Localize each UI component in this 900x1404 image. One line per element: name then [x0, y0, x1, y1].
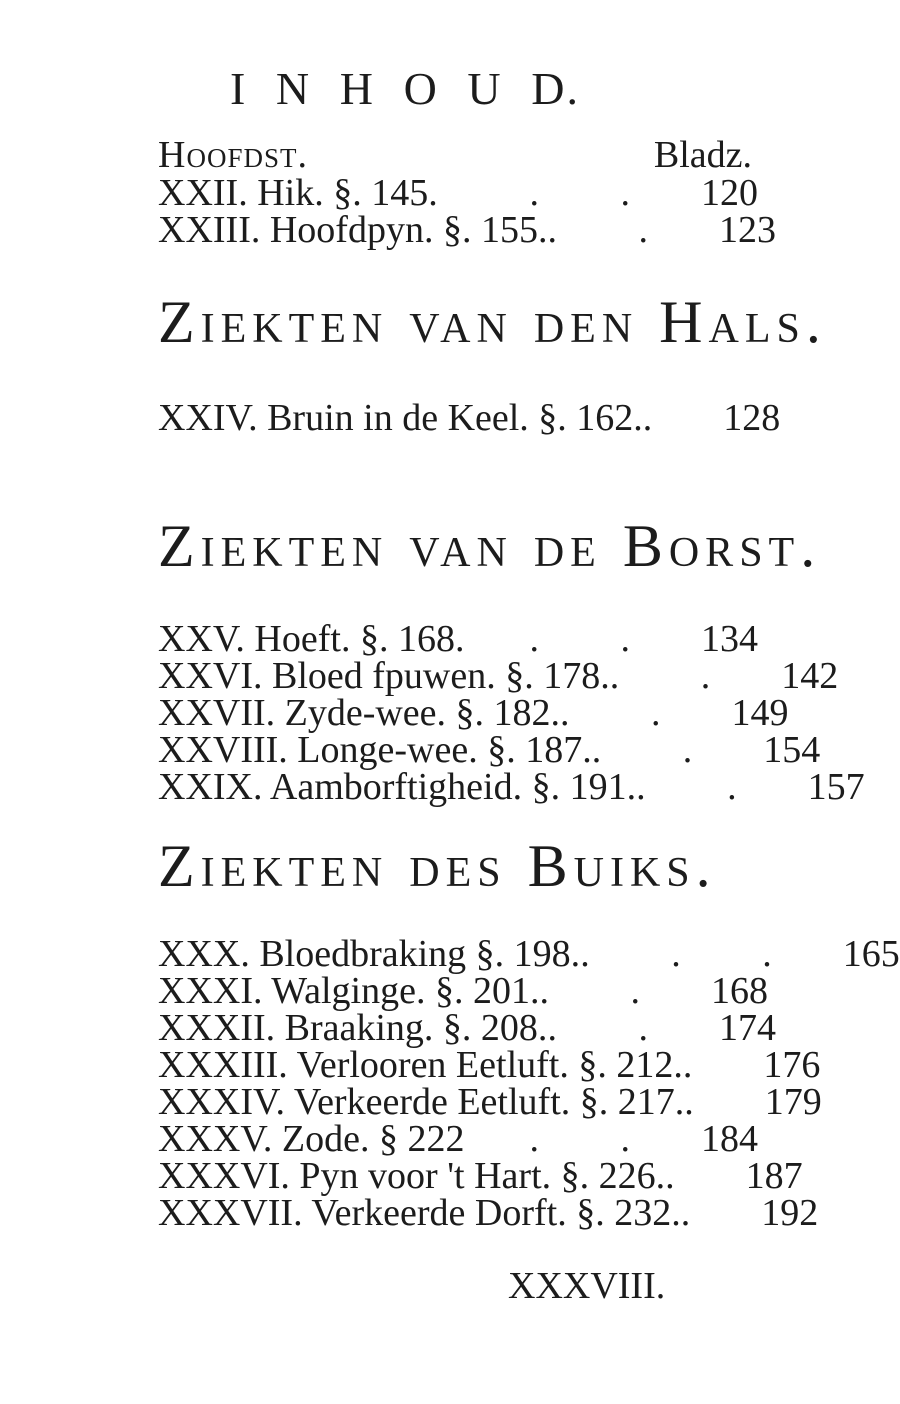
entry-page-number: 154: [763, 729, 821, 771]
entry-title: XXIV. Bruin in de Keel. §. 162.: [158, 397, 643, 439]
toc-entry: [158, 1007, 776, 1049]
chapter-column-label: Hoofdst.: [158, 134, 308, 176]
toc-entry: [158, 1192, 819, 1234]
entry-leader-dots: . .: [591, 729, 729, 771]
toc-entry: [158, 692, 789, 734]
toc-entry: [158, 729, 821, 771]
toc-entry: [158, 1118, 758, 1160]
entry-page-number: 192: [761, 1192, 819, 1234]
catchword: XXXVIII.: [508, 1265, 666, 1307]
page-column-label: Bladz.: [653, 134, 752, 176]
entry-title: XXII. Hik. §. 145.: [158, 172, 438, 214]
entry-leader-dots: . .: [529, 172, 666, 214]
toc-entry: [158, 618, 758, 660]
entry-title: XXXVII. Verkeerde Dorft. §. 232.: [158, 1192, 681, 1234]
entry-title: XXVIII. Longe-wee. §. 187.: [158, 729, 592, 771]
entry-title: XXXII. Braaking. §. 208.: [158, 1007, 548, 1049]
entry-page-number: 174: [718, 1007, 776, 1049]
toc-entry: [158, 172, 758, 214]
entry-page-number: 165: [842, 933, 900, 975]
entry-leader-dots: . .: [560, 692, 697, 734]
entry-title: XXVI. Bloed fpuwen. §. 178.: [158, 655, 610, 697]
entry-title: XXIII. Hoofdpyn. §. 155.: [158, 209, 548, 251]
entry-page-number: 168: [710, 970, 768, 1012]
entry-title: XXX. Bloedbraking §. 198.: [158, 933, 581, 975]
toc-entries-continued: [158, 172, 776, 251]
entry-title: XXXI. Walginge. §. 201.: [158, 970, 540, 1012]
running-head-letter: I: [230, 63, 248, 114]
toc-entries-buiks: [158, 933, 900, 1234]
running-head-letter: N: [275, 63, 312, 114]
toc-entries-borst: [158, 618, 865, 808]
entry-page-number: 157: [807, 766, 865, 808]
toc-entry: [158, 1081, 822, 1123]
toc-entry: [158, 970, 768, 1012]
entry-leader-dots: . .: [529, 618, 666, 660]
running-head-letter: O: [403, 63, 439, 114]
toc-entry: [158, 1044, 821, 1086]
section-heading-hals: Ziekten van den Hals.: [158, 289, 827, 355]
entry-leader-dots: .: [680, 1192, 727, 1234]
entry-leader-dots: . .: [547, 1007, 684, 1049]
entry-page-number: 134: [701, 618, 758, 660]
entry-title: XXXIII. Verlooren Eetluft. §. 212.: [158, 1044, 683, 1086]
entry-title: XXIX. Aamborftigheid. §. 191.: [158, 766, 637, 808]
entry-leader-dots: . .: [539, 970, 676, 1012]
entry-title: XXV. Hoeft. §. 168.: [158, 618, 465, 660]
toc-entry: [158, 1155, 803, 1197]
running-head-letter: D.: [531, 63, 580, 114]
entry-leader-dots: . . .: [580, 933, 808, 975]
entry-page-number: 187: [745, 1155, 803, 1197]
toc-entry: [158, 766, 865, 808]
entry-leader-dots: .: [684, 1081, 730, 1123]
entry-title: XXVII. Zyde-wee. §. 182.: [158, 692, 561, 734]
entry-leader-dots: .: [642, 397, 689, 439]
running-head-letter: H: [339, 63, 375, 114]
entry-leader-dots: . .: [609, 655, 747, 697]
entry-leader-dots: . .: [529, 1118, 666, 1160]
running-head: [230, 62, 580, 115]
entry-page-number: 120: [701, 172, 758, 214]
entry-title: XXXVI. Pyn voor 't Hart. §. 226.: [158, 1155, 666, 1197]
toc-entry: [158, 933, 900, 975]
entry-page-number: 179: [764, 1081, 822, 1123]
section-heading-borst: Ziekten van de Borst.: [158, 513, 822, 579]
entry-leader-dots: . .: [636, 766, 773, 808]
section-heading-buiks: Ziekten des Buiks.: [158, 833, 717, 899]
toc-entry: [158, 397, 781, 439]
entry-title: XXXV. Zode. § 222: [158, 1118, 465, 1160]
toc-entry: [158, 655, 839, 697]
entry-page-number: 149: [731, 692, 789, 734]
column-header: [158, 133, 752, 177]
toc-entries-hals: [158, 397, 781, 439]
entry-leader-dots: .: [665, 1155, 711, 1197]
entry-page-number: 123: [718, 209, 776, 251]
entry-page-number: 184: [701, 1118, 758, 1160]
entry-leader-dots: . .: [547, 209, 684, 251]
toc-entry: [158, 209, 776, 251]
entry-leader-dots: .: [682, 1044, 729, 1086]
entry-title: XXXIV. Verkeerde Eetluft. §. 217.: [158, 1081, 685, 1123]
entry-page-number: 142: [781, 655, 839, 697]
entry-page-number: 176: [763, 1044, 821, 1086]
entry-page-number: 128: [723, 397, 781, 439]
running-head-letter: U: [467, 63, 503, 114]
